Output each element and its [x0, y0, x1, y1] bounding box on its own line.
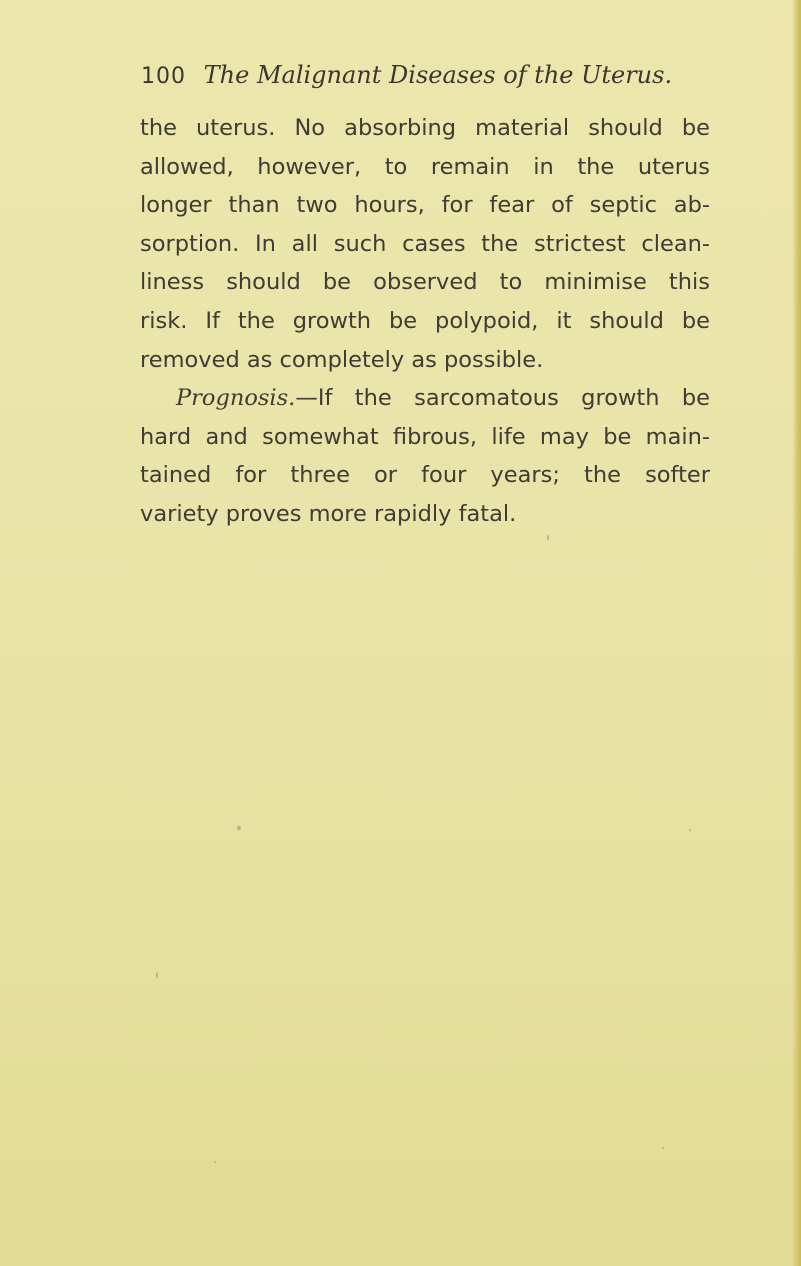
text-line: sorption. In all such cases the strictest clean-: [140, 230, 710, 257]
paper-speck: [237, 826, 241, 830]
body-text: [140, 109, 710, 534]
prognosis-first-line-text: —If the sarcomatous growth be: [295, 385, 710, 412]
text-line: risk. If the growth be polypoid, it should be: [140, 307, 710, 334]
text-line: hard and somewhat fibrous, life may be main-: [140, 423, 710, 450]
text-line: allowed, however, to remain in the uterus: [140, 153, 710, 180]
paper-speck: [689, 829, 691, 831]
running-title: The Malignant Diseases of the Uterus.: [203, 61, 673, 89]
text-line: removed as completely as possible.: [140, 346, 544, 373]
page-number: 100: [141, 64, 186, 89]
paper-speck: [662, 1147, 664, 1149]
running-head: [141, 58, 701, 92]
prognosis-first-line: [140, 379, 710, 418]
page-edge: [792, 0, 801, 1266]
text-line: the uterus. No absorbing material should be: [140, 115, 710, 141]
text-line: liness should be observed to minimise this: [140, 269, 710, 296]
paper-speck: [547, 535, 549, 540]
paper-speck: [156, 972, 158, 978]
paper-speck: [214, 1161, 216, 1163]
text-line: longer than two hours, for fear of septic ab-: [140, 192, 710, 219]
text-line: tained for three or four years; the softer: [140, 462, 710, 489]
text-line: variety proves more rapidly fatal.: [140, 500, 517, 527]
prognosis-heading: Prognosis.: [176, 385, 296, 412]
